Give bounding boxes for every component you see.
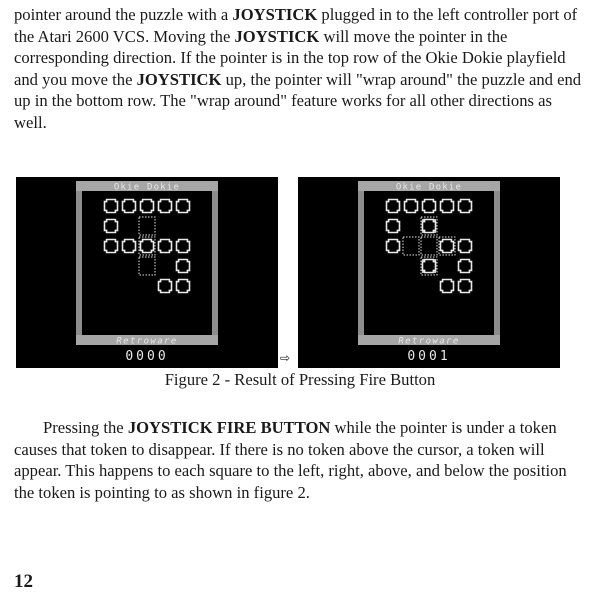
figure-caption: Figure 2 - Result of Pressing Fire Button (164, 370, 436, 389)
bold-term: JOYSTICK (136, 69, 222, 89)
bold-term: JOYSTICK (232, 5, 318, 24)
game-title: Okie Dokie (395, 182, 463, 193)
playfield-after (298, 177, 560, 368)
token-cross-icon (423, 220, 436, 233)
game-footer-logo: Retroware (116, 336, 178, 347)
score-readout: 0000 (125, 349, 169, 364)
token-cross-icon (423, 260, 436, 273)
score-readout: 0001 (407, 349, 451, 364)
game-title: Okie Dokie (113, 182, 181, 193)
text-run: Pressing the (43, 418, 128, 437)
game-footer-logo: Retroware (398, 336, 460, 347)
bold-term: JOYSTICK FIRE BUTTON (127, 418, 331, 437)
playfield-before (16, 177, 278, 368)
text-run: while the pointer is under a token causes that token to disappear. If there is no token above the cursor, a token will appear. This happens to each square to the left, right, above, and below the position the token is pointing to as shown in figure 2. (14, 418, 567, 502)
text-run: pointer around the puzzle with a (14, 5, 233, 24)
text-run: plugged in to the left controller port of the Atari 2600 VCS. Moving the (14, 5, 578, 46)
bold-term: JOYSTICK (234, 26, 320, 46)
game-screenshot-after (298, 177, 560, 368)
right-arrow-icon: ⇨ (280, 351, 291, 365)
body-paragraph-2 (14, 417, 586, 503)
body-paragraph-1 (14, 4, 586, 133)
game-screenshot-before (16, 177, 278, 368)
text-run: will move the pointer in the corresponding direction. If the pointer is in the top row of the Okie Dokie playfield and you move the (14, 26, 566, 89)
page-number: 12 (14, 571, 33, 592)
text-run: up, the pointer will "wrap around" the puzzle and end up in the bottom row. The "wrap around" feature works for all other directions as well. (14, 69, 582, 132)
